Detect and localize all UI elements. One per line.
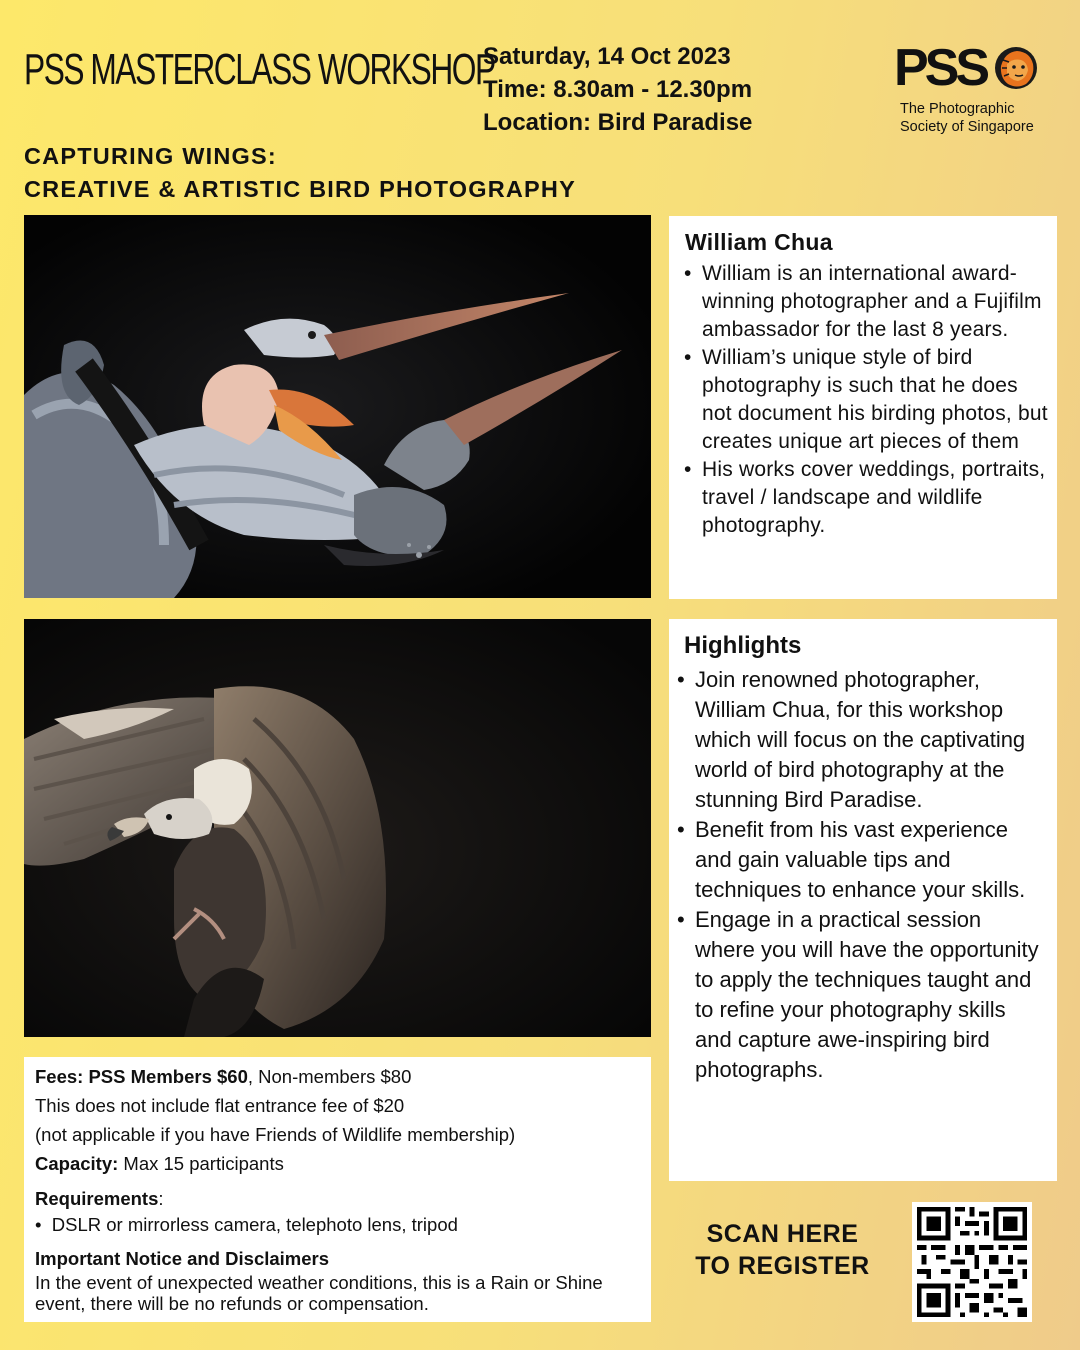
subtitle-line-1: CAPTURING WINGS: — [24, 143, 277, 169]
pss-logo — [894, 39, 1054, 137]
disclaimer-heading-text: Important Notice and Disclaimers — [35, 1248, 330, 1269]
entrance-exception: (not applicable if you have Friends of Wildlife membership) — [35, 1124, 516, 1145]
photographer-bio-card — [669, 216, 1057, 599]
bio-heading: William Chua — [685, 229, 833, 255]
page-title: PSS MASTERCLASS WORKSHOP — [24, 45, 495, 94]
bio-item — [684, 260, 1052, 344]
requirements-label: Requirements — [35, 1188, 159, 1209]
capacity-label: Capacity: — [35, 1153, 119, 1174]
fees-line — [35, 1063, 411, 1091]
fees-label: Fees: — [35, 1066, 84, 1087]
highlight-item-text: Benefit from his vast experience and gain valuable tips and techniques to enhance your skills. — [695, 817, 1026, 902]
logo-name-line-1: The Photographic — [900, 101, 1015, 117]
highlight-item — [677, 905, 1047, 1085]
highlight-item-text: Engage in a practical session where you will have the opportunity to apply the techniques taught and to refine your photography skills and capture awe-inspiring bird photographs. — [695, 907, 1039, 1082]
bullet-icon: • — [677, 667, 685, 692]
logo-name-line-2: Society of Singapore — [900, 119, 1034, 135]
bullet-icon: • — [677, 817, 685, 842]
highlight-item — [677, 665, 1047, 815]
disclaimer-heading — [35, 1245, 329, 1273]
qr-code-icon[interactable] — [912, 1202, 1032, 1322]
logo-mark: PSS — [894, 39, 987, 97]
highlight-item-text: Join renowned photographer, William Chua, for this workshop which will focus on the captivating world of bird photography at the stunning Bird Paradise. — [695, 667, 1026, 812]
bio-list — [684, 260, 1052, 540]
event-date: Saturday, 14 Oct 2023 — [483, 43, 731, 70]
logo-org-name — [900, 100, 1034, 136]
bio-item — [684, 344, 1052, 456]
vulture-photo — [24, 619, 651, 1037]
subtitle-line-2: CREATIVE & ARTISTIC BIRD PHOTOGRAPHY — [24, 176, 576, 202]
highlight-item — [677, 815, 1047, 905]
highlights-heading: Highlights — [684, 632, 802, 659]
register-cta — [680, 1218, 885, 1282]
pelicans-photo — [24, 215, 651, 598]
bio-item-text: William’s unique style of bird photography is such that he does not document his birding photos, but creates unique art pieces of them — [702, 346, 1048, 453]
bullet-icon: • — [35, 1214, 42, 1235]
capacity-line — [35, 1150, 284, 1178]
bullet-icon: • — [684, 346, 692, 369]
highlights-list — [677, 665, 1047, 1085]
requirements-colon: : — [158, 1188, 164, 1209]
entrance-note: This does not include flat entrance fee of $20 — [35, 1095, 405, 1116]
requirements-item-text: DSLR or mirrorless camera, telephoto lens, tripod — [51, 1214, 458, 1235]
lion-head-icon — [993, 46, 1039, 90]
bullet-icon: • — [684, 458, 692, 481]
register-line-2: TO REGISTER — [695, 1252, 870, 1280]
event-details — [483, 40, 752, 139]
requirements-item — [35, 1211, 458, 1239]
fees-members: PSS Members $60 — [88, 1066, 248, 1087]
fees-nonmembers: , Non-members $80 — [247, 1066, 412, 1087]
bio-item-text: His works cover weddings, portraits, travel / landscape and wildlife photography. — [702, 458, 1046, 537]
capacity-value: Max 15 participants — [123, 1153, 284, 1174]
bio-item — [684, 456, 1052, 540]
bullet-icon: • — [684, 262, 692, 285]
highlights-card — [669, 619, 1057, 1181]
requirements-heading — [35, 1185, 164, 1213]
event-location: Location: Bird Paradise — [483, 109, 753, 136]
fees-info-card — [24, 1057, 651, 1322]
register-line-1: SCAN HERE — [706, 1220, 859, 1248]
bullet-icon: • — [677, 907, 685, 932]
workshop-subtitle — [24, 140, 576, 206]
event-time: Time: 8.30am - 12.30pm — [483, 76, 753, 103]
bio-item-text: William is an international award-winning photographer and a Fujifilm ambassador for the last 8 years. — [702, 262, 1042, 341]
disclaimer-text: In the event of unexpected weather conditions, this is a Rain or Shine event, there will be no refunds or compensation. — [35, 1272, 603, 1314]
